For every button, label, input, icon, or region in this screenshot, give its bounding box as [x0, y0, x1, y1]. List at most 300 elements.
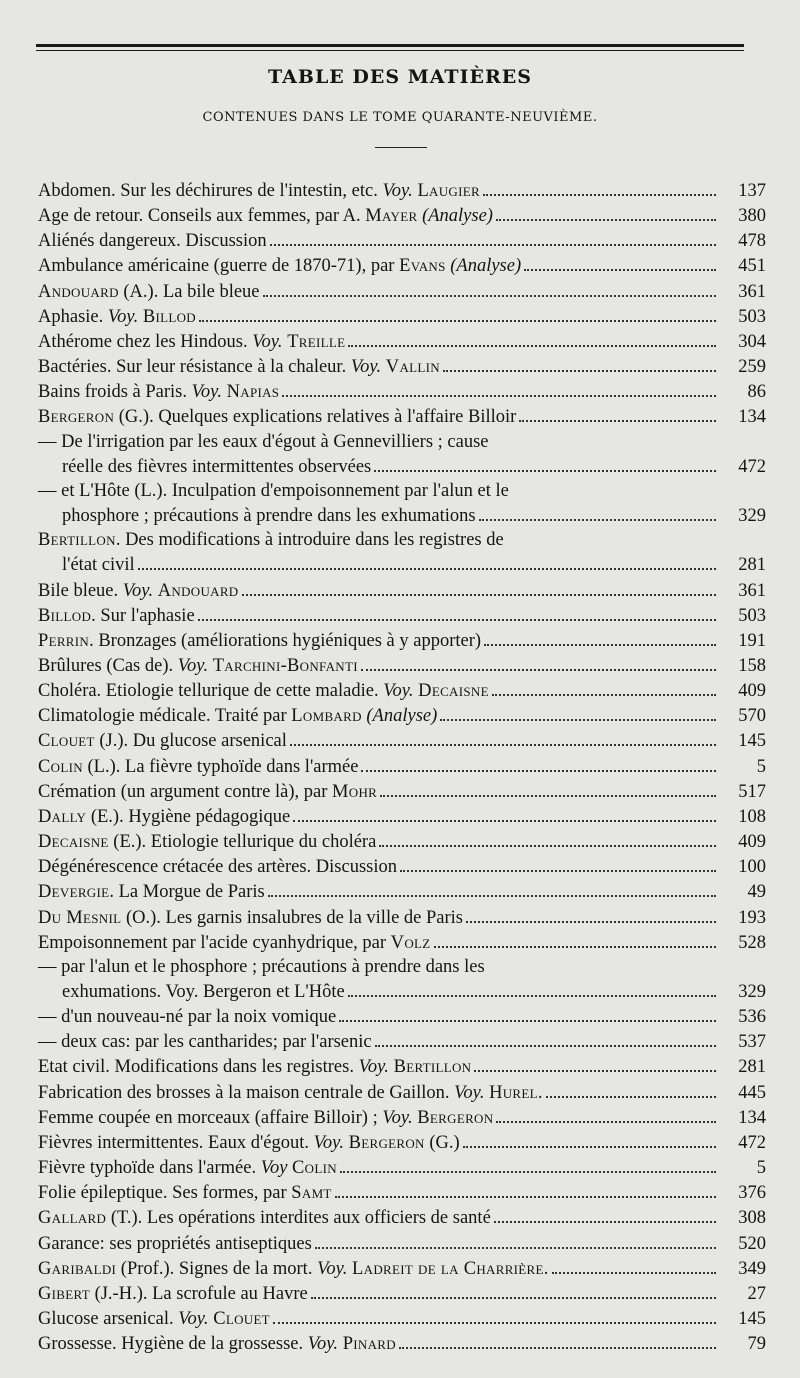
entry-text: [38, 1332, 396, 1356]
cross-ref-name: Vallin: [385, 357, 440, 378]
page-number: 308: [738, 1208, 766, 1229]
cross-ref-name: Evans: [399, 256, 446, 277]
entry-subject: Bactéries. Sur leur résistance à la chaleur.: [38, 357, 351, 378]
page-number: 536: [738, 1007, 766, 1028]
entry-line: [38, 905, 766, 930]
entry-text: [38, 1307, 270, 1331]
entry-subject: Abdomen. Sur les déchirures de l'intestin, etc.: [38, 181, 383, 201]
entry-continuation-line: [38, 552, 766, 577]
page-number: 304: [738, 331, 766, 352]
entry-continuation: réelle des fièvres intermittentes observées: [62, 456, 372, 477]
cross-ref-name: Volz: [390, 932, 431, 953]
page-number: 409: [738, 832, 766, 853]
entry-text: [38, 780, 377, 804]
entry-text: [38, 931, 431, 955]
entry-subject: (Prof.). Signes de la mort.: [116, 1258, 318, 1279]
entry-text: [38, 305, 196, 329]
entry-line: [38, 430, 766, 454]
index-entry: [38, 1130, 766, 1155]
entry-subject: Crémation (un argument contre là), par: [38, 781, 333, 802]
entry-continuation: l'état civil: [62, 555, 135, 576]
cross-ref-name: Lombard: [291, 706, 362, 727]
page-number: 451: [738, 256, 766, 277]
cross-ref-name: Samt: [291, 1183, 332, 1204]
voy-ref: Voy.: [307, 1334, 339, 1355]
index-entry: [38, 203, 766, 228]
author-name: Bertillon: [38, 530, 116, 551]
entry-line: [38, 329, 766, 354]
page-number: 361: [738, 281, 766, 302]
page-number: 137: [738, 181, 766, 201]
entry-subject: Bains froids à Paris.: [38, 382, 192, 403]
voy-ref: Voy.: [382, 1107, 413, 1128]
page-number: 503: [738, 306, 766, 327]
entry-text: [38, 1257, 549, 1281]
page-number: 79: [747, 1334, 766, 1355]
page-number: 100: [738, 857, 766, 878]
leader-dots: [339, 1004, 716, 1022]
leader-dots: [479, 503, 716, 521]
page-number: 349: [738, 1258, 766, 1279]
page-number: 517: [738, 781, 766, 802]
top-rule-thin: [36, 50, 744, 51]
entry-subject: Climatologie médicale. Traité par: [38, 706, 292, 727]
entry-line: [38, 653, 766, 678]
entry-text: [38, 679, 489, 703]
page-number: 134: [738, 407, 766, 428]
entry-line: [38, 703, 766, 728]
index-entry: [38, 479, 766, 528]
page-number: 409: [738, 681, 766, 702]
leader-dots: [268, 879, 716, 897]
index-entry: [38, 329, 766, 354]
page-number: 503: [738, 605, 766, 626]
index-entry: [38, 829, 766, 854]
voy-ref: Voy.: [252, 331, 283, 352]
cross-ref-name: Napias: [226, 382, 280, 403]
entry-line: [38, 379, 766, 404]
page-number: 329: [738, 506, 766, 527]
index-entry: [38, 1231, 766, 1256]
voy-ref: Voy.: [178, 1309, 209, 1330]
author-name: Dally: [38, 806, 87, 827]
entry-subject: (J.). Du glucose arsenical: [94, 731, 287, 752]
leader-dots: [399, 1331, 716, 1349]
leader-dots: [519, 404, 716, 422]
voy-ref: Voy.: [191, 382, 222, 403]
entry-subject: Choléra. Etiologie tellurique de cette maladie.: [38, 681, 384, 702]
entry-subject: (G.). Quelques explications relatives à l'affaire Billoir: [114, 407, 517, 428]
entry-text: [38, 1181, 332, 1205]
entry-text: [38, 1081, 543, 1105]
entry-text: [38, 654, 358, 678]
leader-dots: [348, 329, 716, 347]
leader-dots: [361, 653, 716, 671]
index-entry: [38, 955, 766, 1004]
entry-subject: (E.). Etiologie tellurique du choléra: [108, 832, 377, 853]
entry-line: [38, 603, 766, 628]
leader-dots: [293, 804, 716, 822]
entry-subject: — d'un nouveau-né par la noix vomique: [38, 1007, 337, 1028]
entry-text: [38, 906, 463, 930]
cross-ref-name: Billod: [142, 306, 196, 327]
entry-text: [38, 179, 480, 203]
leader-dots: [552, 1256, 716, 1274]
index-entry: [38, 430, 766, 479]
leader-dots: [348, 979, 716, 997]
entry-subject: Athérome chez les Hindous.: [38, 331, 253, 352]
entry-subject: Ambulance américaine (guerre de 1870-71), par: [38, 256, 400, 277]
entry-line: [38, 754, 766, 779]
entry-line: [38, 930, 766, 955]
entry-subject: (O.). Les garnis insalubres de la ville de Paris: [121, 907, 464, 928]
author-name: Decaisne: [38, 832, 109, 853]
entry-line: [38, 528, 766, 552]
leader-dots: [375, 1029, 716, 1047]
page-number: 376: [738, 1183, 766, 1204]
leader-dots: [199, 304, 716, 322]
entry-text: [38, 229, 267, 253]
entry-text: [38, 805, 290, 829]
entry-text: [38, 729, 287, 753]
entry-line: [38, 304, 766, 329]
entry-subject: (J.-H.). La scrofule au Havre: [89, 1283, 308, 1304]
entry-subject: Dégénérescence crétacée des artères. Discussion: [38, 857, 398, 878]
voy-ref: Voy.: [382, 181, 413, 201]
index-entry: [38, 304, 766, 329]
entry-line: [38, 228, 766, 253]
entry-text: [38, 479, 509, 503]
entry-text: [38, 629, 481, 653]
cross-ref-name: Ladreit de la Charrière.: [352, 1258, 549, 1279]
leader-dots: [474, 1054, 716, 1072]
index-entry: [38, 754, 766, 779]
entry-text: [38, 855, 397, 879]
author-name: Billod: [38, 605, 92, 626]
entry-line: [38, 1205, 766, 1230]
entry-text: [38, 1206, 491, 1230]
index-entry: [38, 1004, 766, 1029]
cross-ref-name: Laugier: [417, 181, 480, 201]
page-number: 478: [738, 231, 766, 252]
entry-subject: . Sur l'aphasie: [91, 605, 195, 626]
entry-subject: Glucose arsenical.: [38, 1309, 179, 1330]
leader-dots: [198, 603, 716, 621]
page-number: 472: [738, 456, 766, 477]
page-number: 86: [747, 382, 766, 403]
top-rule-thick: [36, 44, 744, 47]
index-entry: [38, 804, 766, 829]
entry-subject: (T.). Les opérations interdites aux officiers de santé: [106, 1208, 491, 1229]
page-number: 191: [738, 630, 766, 651]
entry-line: [38, 1306, 766, 1331]
entry-subject: Aliénés dangereux. Discussion: [38, 231, 267, 252]
page-number: 380: [738, 206, 766, 227]
entry-subject: Fabrication des brosses à la maison centrale de Gaillon.: [38, 1082, 455, 1103]
cross-ref-name: Mohr: [332, 781, 378, 802]
voy-ref: Voy.: [313, 1132, 344, 1153]
entry-subject: Brûlures (Cas de).: [38, 655, 178, 676]
entry-subject: Folie épileptique. Ses formes, par: [38, 1183, 292, 1204]
entry-line: [38, 1054, 766, 1079]
page-number: 27: [747, 1283, 766, 1304]
voy-ref: Voy.: [317, 1258, 348, 1279]
page-number: 49: [747, 882, 766, 903]
entry-subject: Fièvres intermittentes. Eaux d'égout.: [38, 1132, 314, 1153]
cross-ref-name: Decaisne: [418, 681, 489, 702]
cross-ref-name: Tarchini-Bonfanti: [212, 655, 358, 676]
entry-line: [38, 1155, 766, 1180]
index-entry: [38, 1105, 766, 1130]
entry-subject: — par l'alun et le phosphore ; précautions à prendre dans les: [38, 956, 485, 977]
voy-ref: Voy.: [383, 681, 414, 702]
entry-continuation: phosphore ; précautions à prendre dans les exhumations: [62, 506, 476, 527]
page-number: 570: [738, 706, 766, 727]
entry-line: [38, 279, 766, 304]
leader-dots: [315, 1231, 716, 1249]
entry-subject: Bile bleue.: [38, 580, 123, 601]
page-subtitle: CONTENUES DANS LE TOME QUARANTE-NEUVIÈME.: [202, 110, 598, 125]
author-name: Colin: [38, 756, 83, 777]
entry-line: [38, 678, 766, 703]
entry-line: [38, 804, 766, 829]
index-entry: [38, 703, 766, 728]
cross-ref-name: Mayer: [365, 206, 418, 227]
leader-dots: [496, 1105, 716, 1123]
index-entry: [38, 930, 766, 955]
index-entry: [38, 379, 766, 404]
page-number: 158: [738, 655, 766, 676]
index-entry: [38, 1256, 766, 1281]
leader-dots: [335, 1180, 716, 1198]
leader-dots: [273, 1306, 716, 1324]
entry-text: [38, 880, 265, 904]
author-name: Gibert: [38, 1283, 90, 1304]
entry-continuation-line: [38, 979, 766, 1004]
author-name: Garibaldi: [38, 1258, 117, 1279]
page-number: 5: [756, 1158, 766, 1179]
index-entry: [38, 253, 766, 278]
page-number: 281: [738, 555, 766, 576]
page-number: 472: [738, 1132, 766, 1153]
entry-text: [38, 1055, 471, 1079]
entry-line: [38, 1029, 766, 1054]
entry-subject: . La Morgue de Paris: [109, 882, 265, 903]
entry-text: [38, 604, 195, 628]
entry-text: [38, 1232, 312, 1256]
leader-dots: [440, 703, 716, 721]
entry-line: [38, 354, 766, 379]
separator-rule: [375, 147, 427, 148]
entry-text: [38, 1131, 460, 1155]
leader-dots: [270, 228, 716, 246]
index-entry: [38, 1029, 766, 1054]
page-number: 259: [738, 357, 766, 378]
index-entry: [38, 1054, 766, 1079]
page-number: 537: [738, 1032, 766, 1053]
entry-subject: Empoisonnement par l'acide cyanhydrique, par: [38, 932, 391, 953]
author-name: Bergeron: [38, 407, 115, 428]
entry-line: [38, 1281, 766, 1306]
leader-dots: [374, 454, 716, 472]
index-entry: [38, 1331, 766, 1356]
entry-line: [38, 779, 766, 804]
leader-dots: [282, 379, 716, 397]
entry-line: [38, 203, 766, 228]
page-number: 520: [738, 1233, 766, 1254]
leader-dots: [524, 253, 716, 271]
index-entry: [38, 1080, 766, 1105]
entry-subject: Femme coupée en morceaux (affaire Billoir) ;: [38, 1107, 383, 1128]
voy-ref: Voy.: [454, 1082, 485, 1103]
leader-dots: [546, 1080, 716, 1098]
leader-dots: [443, 354, 716, 372]
index-entry: [38, 1205, 766, 1230]
cross-ref-name: Bergeron: [348, 1132, 425, 1153]
entry-text: [38, 330, 345, 354]
voy-ref: Voy.: [107, 306, 139, 327]
entry-text: [38, 280, 260, 304]
page-title: TABLE DES MATIÈRES: [268, 66, 532, 88]
entry-line: [38, 1130, 766, 1155]
index-entry: [38, 905, 766, 930]
author-name: Clouet: [38, 731, 95, 752]
entry-text: [38, 355, 440, 379]
index-entry: [38, 279, 766, 304]
entry-line: [38, 253, 766, 278]
leader-dots: [242, 578, 717, 596]
voy-ref: Voy.: [122, 580, 154, 601]
index-entry: [38, 1180, 766, 1205]
cross-ref-suffix: (G.): [424, 1132, 460, 1153]
leader-dots: [138, 552, 716, 570]
entry-line: [38, 1004, 766, 1029]
entry-text: [38, 830, 376, 854]
cross-ref-name: Hurel.: [489, 1082, 543, 1103]
entry-line: [38, 879, 766, 904]
author-name: Gallard: [38, 1208, 107, 1229]
index-entry: [38, 603, 766, 628]
index-entry: [38, 854, 766, 879]
index-entry: [38, 1306, 766, 1331]
entry-text: [38, 1106, 493, 1130]
index-entry: [38, 1155, 766, 1180]
entry-subject: . Des modifications à introduire dans les registres de: [115, 530, 504, 551]
page-number: 193: [738, 907, 766, 928]
leader-dots: [361, 754, 716, 772]
entry-text: [38, 1030, 372, 1054]
leader-dots: [483, 178, 716, 196]
index-entry: [38, 779, 766, 804]
index-entry: [38, 653, 766, 678]
page-number: 329: [738, 982, 766, 1002]
entry-text: [38, 430, 489, 454]
author-name: Perrin: [38, 630, 90, 651]
entry-subject: Fièvre typhoïde dans l'armée.: [38, 1158, 261, 1179]
leader-dots: [379, 829, 716, 847]
cross-ref-name: Colin: [292, 1158, 337, 1179]
index-entries: [38, 178, 766, 1356]
leader-dots: [494, 1205, 716, 1223]
entry-subject: Aphasie.: [38, 306, 108, 327]
index-entry: [38, 728, 766, 753]
entry-line: [38, 854, 766, 879]
leader-dots: [380, 779, 716, 797]
cross-ref-name: Pinard: [342, 1334, 396, 1355]
index-entry: [38, 354, 766, 379]
index-entry: [38, 528, 766, 577]
leader-dots: [290, 728, 716, 746]
entry-text: [38, 405, 516, 429]
entry-text: [38, 204, 493, 228]
cross-ref-name: Treille: [287, 331, 346, 352]
entry-subject: — deux cas: par les cantharides; par l'arsenic: [38, 1032, 372, 1053]
voy-ref: Voy.: [177, 655, 209, 676]
entry-text: [38, 528, 504, 552]
page-number: 134: [738, 1107, 766, 1128]
entry-subject: . Bronzages (améliorations hygiéniques à y apporter): [89, 630, 482, 651]
entry-subject: Grossesse. Hygiène de la grossesse.: [38, 1334, 308, 1355]
entry-line: [38, 1231, 766, 1256]
index-entry: [38, 1281, 766, 1306]
entry-line: [38, 404, 766, 429]
entry-text: [38, 1156, 337, 1180]
page-number: 528: [738, 932, 766, 953]
entry-subject: Garance: ses propriétés antiseptiques: [38, 1233, 312, 1254]
index-entry: [38, 178, 766, 203]
entry-continuation: exhumations. Voy. Bergeron et L'Hôte: [62, 982, 345, 1002]
leader-dots: [340, 1155, 716, 1173]
entry-line: [38, 1331, 766, 1356]
index-entry: [38, 578, 766, 603]
entry-text: [38, 579, 239, 603]
entry-line: [38, 955, 766, 979]
entry-line: [38, 1080, 766, 1105]
page-number: 281: [738, 1057, 766, 1078]
voy-ref: Voy: [260, 1158, 288, 1179]
entry-text: [38, 254, 521, 278]
page-number: 145: [738, 731, 766, 752]
leader-dots: [466, 905, 716, 923]
index-entry: [38, 404, 766, 429]
entry-line: [38, 628, 766, 653]
page-number: 145: [738, 1309, 766, 1330]
index-entry: [38, 678, 766, 703]
leader-dots: [311, 1281, 716, 1299]
entry-text: [38, 380, 279, 404]
entry-subject: Age de retour. Conseils aux femmes, par A.: [38, 206, 366, 227]
entry-subject: — De l'irrigation par les eaux d'égout à Gennevilliers ; cause: [38, 431, 489, 452]
cross-ref-name: Clouet: [213, 1309, 270, 1330]
entry-subject: Etat civil. Modifications dans les registres.: [38, 1057, 359, 1078]
page-number: 445: [738, 1082, 766, 1103]
entry-continuation-line: [38, 503, 766, 528]
leader-dots: [434, 930, 717, 948]
entry-subject: (L.). La fièvre typhoïde dans l'armée: [82, 756, 359, 777]
leader-dots: [492, 678, 716, 696]
entry-subject: — et L'Hôte (L.). Inculpation d'empoisonnement par l'alun et le: [38, 480, 509, 501]
leader-dots: [484, 628, 716, 646]
leader-dots: [263, 279, 716, 297]
entry-line: [38, 479, 766, 503]
author-name: Du Mesnil: [38, 907, 122, 928]
voy-ref: Voy.: [358, 1057, 389, 1078]
page-number: 108: [738, 806, 766, 827]
page-number: 5: [756, 756, 766, 777]
analysis-note: (Analyse): [445, 256, 522, 277]
index-entry: [38, 628, 766, 653]
leader-dots: [400, 854, 716, 872]
